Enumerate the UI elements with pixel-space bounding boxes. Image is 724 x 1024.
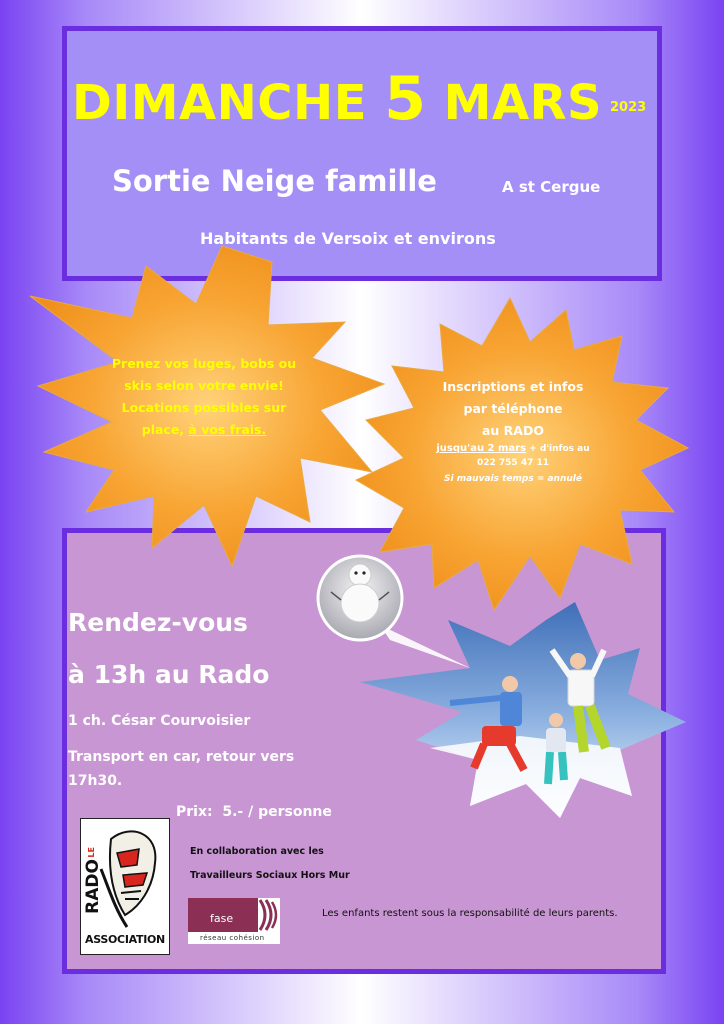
price-info: Prix: 5.- / personne — [176, 804, 332, 820]
left-burst-line: Locations possibles sur — [121, 400, 287, 415]
meeting-time: à 13h au Rado — [68, 660, 270, 689]
registration-line: par téléphone — [463, 401, 563, 416]
fase-logo — [188, 898, 280, 944]
registration-line: Inscriptions et infos — [442, 379, 584, 394]
rado-association-logo — [80, 818, 170, 955]
collaboration-line: En collaboration avec les — [190, 846, 324, 857]
registration-line: au RADO — [482, 423, 544, 438]
rado-logo-le: LE — [87, 847, 96, 858]
parental-responsibility-note: Les enfants restent sous la responsabilité de leurs parents. — [322, 908, 618, 919]
deadline-line: jusqu'au 2 mars + d'infos au — [436, 443, 590, 454]
event-date-title: DIMANCHE 5 MARS — [72, 64, 603, 134]
rado-logo-association: ASSOCIATION — [85, 933, 165, 946]
rado-logo-rado: RADO — [83, 859, 103, 914]
left-burst-line: Prenez vos luges, bobs ou — [111, 356, 297, 371]
weather-note: Si mauvais temps = annulé — [444, 474, 582, 484]
event-year: 2023 — [610, 100, 647, 115]
collaboration-partner: Travailleurs Sociaux Hors Mur — [190, 870, 350, 881]
phone-number: 022 755 47 11 — [476, 458, 550, 468]
fase-logo-tag: réseau cohésion — [200, 934, 265, 942]
transport-info: Transport en car, retour vers 17h30. — [68, 749, 295, 789]
event-subtitle: Sortie Neige famille — [112, 164, 437, 198]
event-audience: Habitants de Versoix et environs — [200, 229, 496, 248]
meeting-heading: Rendez-vous — [68, 608, 248, 637]
event-location: A st Cergue — [502, 178, 601, 196]
left-burst-line: place, à vos frais. — [141, 422, 267, 437]
meeting-address: 1 ch. César Courvoisier — [68, 713, 251, 729]
fase-logo-name: fase — [210, 912, 234, 925]
left-burst-line: skis selon votre envie! — [124, 378, 284, 393]
